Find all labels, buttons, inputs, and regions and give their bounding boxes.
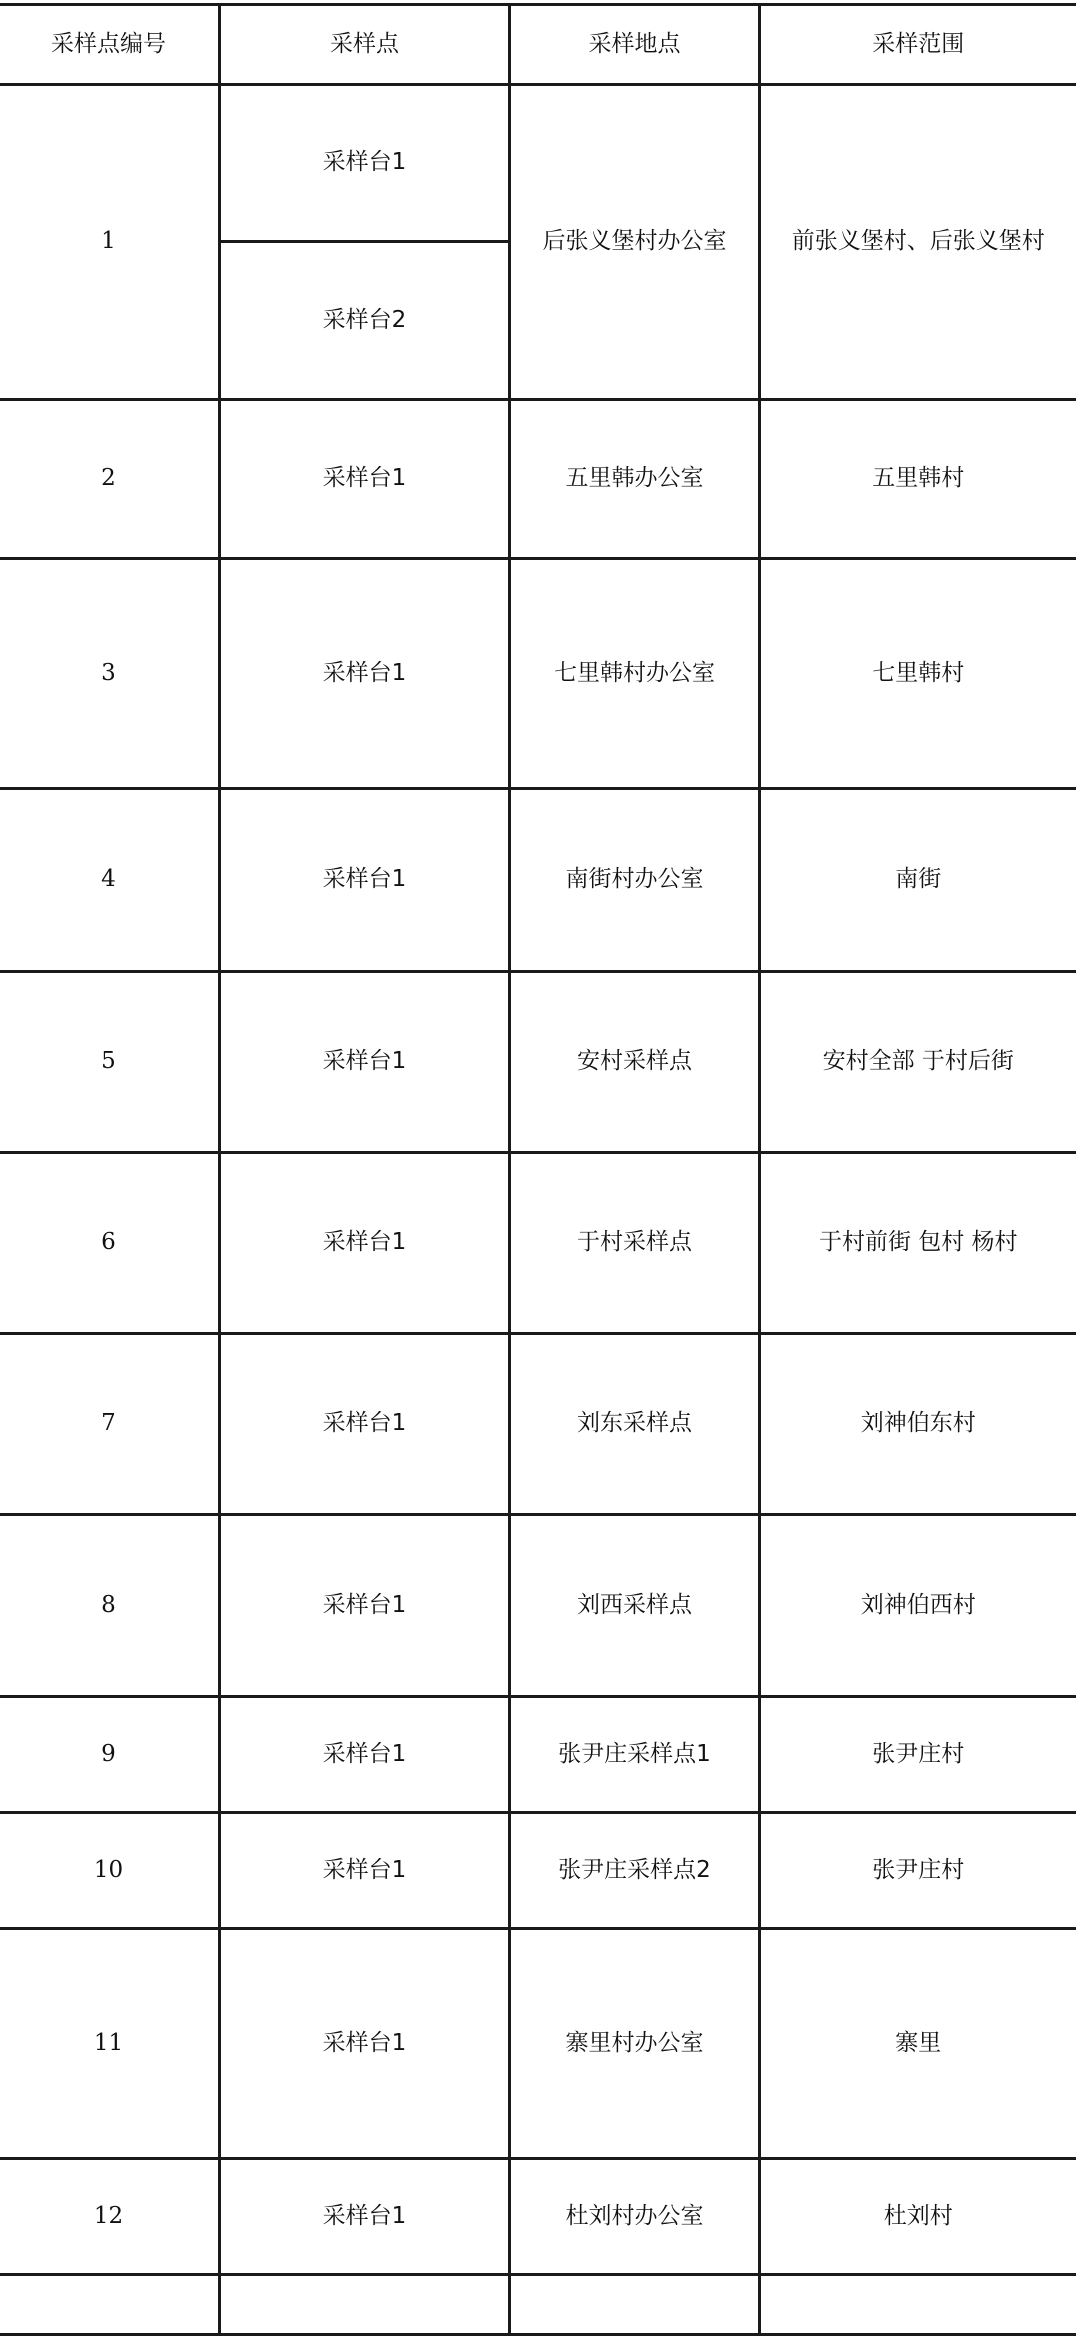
header-point: 采样点 bbox=[220, 5, 510, 85]
empty-cell bbox=[0, 2275, 220, 2335]
table-header-row bbox=[0, 5, 1076, 85]
row-id: 10 bbox=[0, 1813, 220, 1929]
table-row bbox=[0, 2159, 1076, 2275]
row-location: 五里韩办公室 bbox=[510, 400, 760, 559]
row-location: 杜刘村办公室 bbox=[510, 2159, 760, 2275]
header-scope: 采样范围 bbox=[760, 5, 1076, 85]
row-location: 张尹庄采样点1 bbox=[510, 1697, 760, 1813]
table-row bbox=[0, 85, 1076, 242]
row-scope: 前张义堡村、后张义堡村 bbox=[760, 85, 1076, 400]
empty-cell bbox=[510, 2275, 760, 2335]
row-id: 7 bbox=[0, 1334, 220, 1515]
row-point: 采样台1 bbox=[220, 1697, 510, 1813]
row-scope: 于村前街 包村 杨村 bbox=[760, 1153, 1076, 1334]
table-row bbox=[0, 972, 1076, 1153]
row-id: 2 bbox=[0, 400, 220, 559]
row-point: 采样台1 bbox=[220, 1515, 510, 1697]
row-point: 采样台1 bbox=[220, 559, 510, 789]
table-row bbox=[0, 1334, 1076, 1515]
table-row bbox=[0, 1813, 1076, 1929]
row-point: 采样台1 bbox=[220, 789, 510, 972]
table-row-partial bbox=[0, 2275, 1076, 2335]
row-scope: 南街 bbox=[760, 789, 1076, 972]
row-id: 12 bbox=[0, 2159, 220, 2275]
sampling-table bbox=[0, 3, 1076, 2336]
table-row bbox=[0, 1153, 1076, 1334]
row-location: 寨里村办公室 bbox=[510, 1929, 760, 2159]
header-id: 采样点编号 bbox=[0, 5, 220, 85]
row-point: 采样台2 bbox=[220, 242, 510, 400]
row-id: 5 bbox=[0, 972, 220, 1153]
row-location: 后张义堡村办公室 bbox=[510, 85, 760, 400]
row-point: 采样台1 bbox=[220, 85, 510, 242]
row-scope: 寨里 bbox=[760, 1929, 1076, 2159]
empty-cell bbox=[220, 2275, 510, 2335]
row-id: 3 bbox=[0, 559, 220, 789]
row-location: 张尹庄采样点2 bbox=[510, 1813, 760, 1929]
row-point: 采样台1 bbox=[220, 1929, 510, 2159]
header-location: 采样地点 bbox=[510, 5, 760, 85]
row-location: 七里韩村办公室 bbox=[510, 559, 760, 789]
row-point: 采样台1 bbox=[220, 1813, 510, 1929]
row-scope: 安村全部 于村后街 bbox=[760, 972, 1076, 1153]
row-id: 9 bbox=[0, 1697, 220, 1813]
row-scope: 张尹庄村 bbox=[760, 1697, 1076, 1813]
table-row bbox=[0, 559, 1076, 789]
row-point: 采样台1 bbox=[220, 400, 510, 559]
row-location: 刘西采样点 bbox=[510, 1515, 760, 1697]
row-point: 采样台1 bbox=[220, 2159, 510, 2275]
row-point: 采样台1 bbox=[220, 972, 510, 1153]
table-row bbox=[0, 1929, 1076, 2159]
row-location: 安村采样点 bbox=[510, 972, 760, 1153]
row-id: 6 bbox=[0, 1153, 220, 1334]
table-row bbox=[0, 400, 1076, 559]
row-scope: 刘神伯西村 bbox=[760, 1515, 1076, 1697]
row-location: 南街村办公室 bbox=[510, 789, 760, 972]
row-scope: 七里韩村 bbox=[760, 559, 1076, 789]
row-point: 采样台1 bbox=[220, 1153, 510, 1334]
table-row bbox=[0, 1515, 1076, 1697]
row-id: 8 bbox=[0, 1515, 220, 1697]
row-scope: 杜刘村 bbox=[760, 2159, 1076, 2275]
row-id: 1 bbox=[0, 85, 220, 400]
empty-cell bbox=[760, 2275, 1076, 2335]
row-id: 11 bbox=[0, 1929, 220, 2159]
table-row bbox=[0, 789, 1076, 972]
table-row bbox=[0, 1697, 1076, 1813]
row-location: 于村采样点 bbox=[510, 1153, 760, 1334]
row-location: 刘东采样点 bbox=[510, 1334, 760, 1515]
row-point: 采样台1 bbox=[220, 1334, 510, 1515]
row-scope: 五里韩村 bbox=[760, 400, 1076, 559]
row-scope: 刘神伯东村 bbox=[760, 1334, 1076, 1515]
row-scope: 张尹庄村 bbox=[760, 1813, 1076, 1929]
row-id: 4 bbox=[0, 789, 220, 972]
